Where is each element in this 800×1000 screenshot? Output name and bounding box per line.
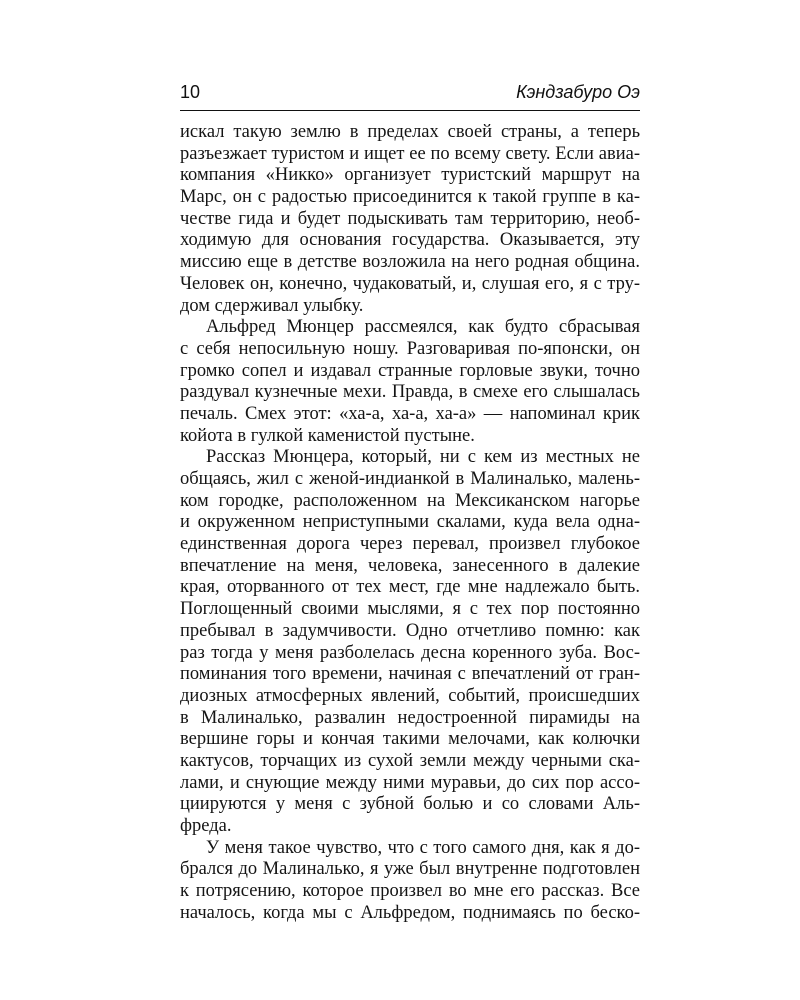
text-line: пребывал в задумчивости. Одно отчетливо помню: как (180, 620, 640, 641)
text-line: Рассказ Мюнцера, который, ни с кем из местных не (206, 447, 640, 468)
text-line: в Малиналько, развалин недостроенной пирамиды на (180, 707, 640, 728)
text-line: печаль. Смех этот: «ха-а, ха-а, ха-а» — напоминал крик (180, 403, 640, 424)
text-line: поминания того времени, начиная с впечатлений от гран- (180, 664, 640, 685)
text-line: брался до Малиналько, я уже был внутренне подготовлен (180, 859, 640, 880)
text-line: с себя непосильную ношу. Разговаривая по-японски, он (180, 338, 640, 359)
text-line: дом сдерживал улыбку. (180, 295, 364, 316)
text-line: раздувал кузнечные мехи. Правда, в смехе его слышалась (180, 382, 640, 403)
text-line: лами, и снующие между ними муравьи, до сих пор ассо- (180, 772, 640, 793)
text-line: громко сопел и издавал странные горловые звуки, точно (180, 360, 640, 381)
text-line: разъезжает туристом и ищет ее по всему свету. Если авиа- (180, 143, 640, 164)
text-line: койота в гулкой каменистой пустыне. (180, 425, 475, 446)
text-line: раз тогда у меня разболелась десна коренного зуба. Вос- (180, 642, 640, 663)
text-line: искал такую землю в пределах своей страны, а теперь (180, 122, 640, 142)
text-line: Альфред Мюнцер рассмеялся, как будто сбрасывая (206, 317, 640, 338)
text-line: Поглощенный своими мыслями, я с тех пор постоянно (180, 599, 640, 620)
text-line: края, оторванного от тех мест, где мне надлежало быть. (180, 577, 640, 598)
text-line: ходимую для основания государства. Оказывается, эту (180, 230, 640, 251)
page-number: 10 (180, 82, 201, 102)
running-head (180, 82, 640, 106)
text-line: к потрясению, которое произвел во мне его рассказ. Все (180, 881, 640, 902)
text-line: и окруженном неприступными скалами, куда вела одна- (180, 512, 640, 533)
text-line: Марс, он с радостью присоединится к такой группе в ка- (180, 187, 640, 208)
book-author: Кэндзабуро Оэ (516, 82, 640, 102)
text-line: честве гида и будет подыскивать там территорию, необ- (180, 208, 640, 229)
text-line: единственная дорога через перевал, произвел глубокое (180, 534, 640, 555)
text-line: миссию еще в детстве возложила на него родная община. (180, 252, 640, 273)
text-line: ком городке, расположенном на Мексиканском нагорье (180, 490, 640, 511)
text-line: У меня такое чувство, что с того самого дня, как я до- (206, 837, 640, 858)
text-line: циируются у меня с зубной болью и со словами Аль- (180, 794, 640, 815)
text-line: впечатление на меня, человека, занесенного в далекие (180, 555, 640, 576)
text-line: началось, когда мы с Альфредом, поднимаясь по беско- (180, 902, 640, 923)
text-line: компания «Никко» организует туристский маршрут на (180, 165, 640, 186)
text-line: Человек он, конечно, чудаковатый, и, слушая его, я с тру- (180, 273, 640, 294)
text-line: диозных атмосферных явлений, событий, происшедших (180, 685, 640, 706)
text-line: вершине горы и кончая такими мелочами, как колючки (180, 729, 640, 750)
header-rule (180, 110, 640, 111)
text-line: кактусов, торчащих из сухой земли между черными ска- (180, 750, 640, 771)
text-line: фреда. (180, 816, 232, 836)
body-text (180, 122, 640, 924)
text-line: общаясь, жил с женой-индианкой в Малиналько, малень- (180, 469, 640, 489)
